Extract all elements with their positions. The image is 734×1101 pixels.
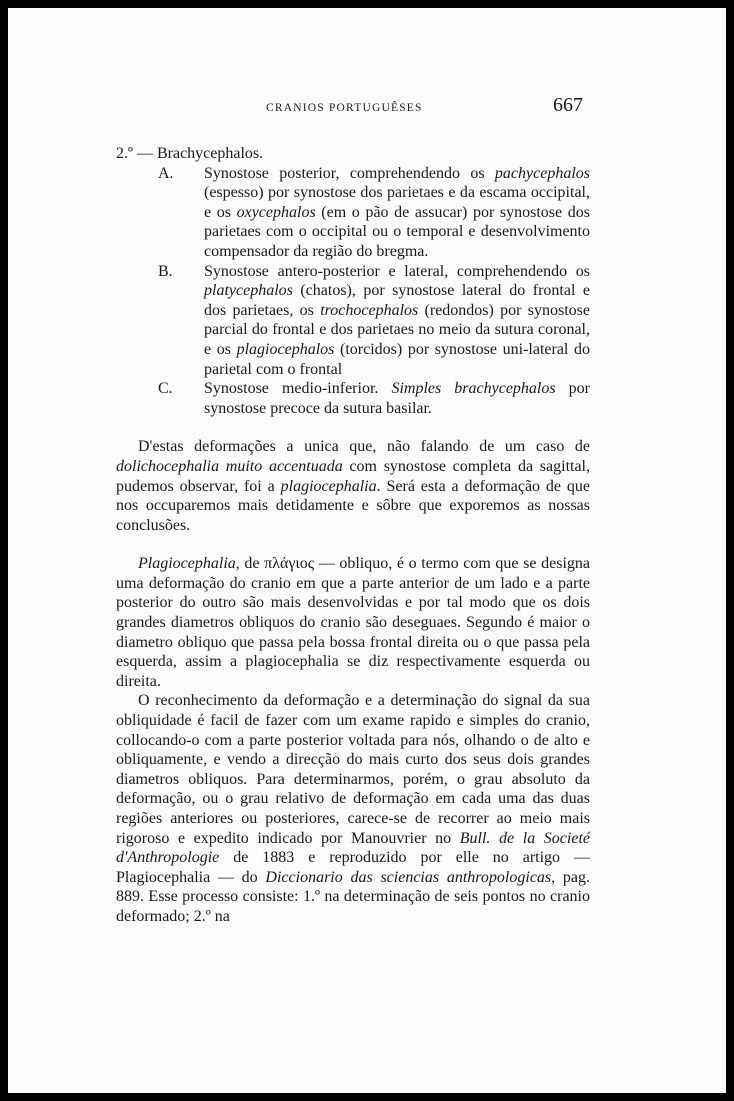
term-trochocephalos: trochocephalos — [320, 301, 419, 319]
paragraph-3: O reconhecimento da deformação e a determinação do signal da sua obliquidade é facil de fazer com um exame rapido e simples do cranio, collocando-o com a parte posterior voltada para nós, olhando o de alto e obliquamente, e vendo a direcção do mais curto dos seus dois grandes diametros obliquos. Para determinarmos, porém, o grau absoluto da deformação, ou o grau relativo de deformação em cada uma das duas regiões anteriores ou posteriores, carece-se de recorrer ao meio mais rigoroso e expedito indicado por Manouvrier no Bull. de la Societé d'Anthropologie de 1883 e reproduzido por elle no artigo — Plagiocephalia — do Diccionario das sciencias anthropologicas, pag. 889. Esse processo consiste: 1.º na determinação de seis pontos no cranio deformado; 2.º na — [116, 692, 591, 925]
spacer — [116, 535, 590, 554]
term-plagiocephalos: plagiocephalos — [236, 340, 335, 358]
running-title: CRANIOS PORTUGUÊSES — [266, 102, 423, 114]
paragraph-1: D'estas deformações a unica que, não falando de um caso de dolichocephalia muito accentuada com synostose completa da sagittal, pudemos observar, foi a plagiocephalia. Será esta a deformação de que nos occuparemos mais detidamente e sôbre que exporemos as nossas conclusões. — [116, 438, 591, 534]
page-number: 667 — [553, 94, 583, 116]
paragraph-2: Plagiocephalia, de πλάγιος — obliquo, é o termo com que se designa uma deformação do cranio em que a parte anterior de um lado e a parte posterior do outro são mais desenvolvidas e por tal modo que os dois grandes diametros obliquos do cranio são deseguaes. Segundo é maior o diametro obliquo que passa pela bossa frontal direita ou o que passa pela esquerda, assim a plagiocephalia se diz respectivamente esquerda ou direita. — [116, 555, 590, 690]
list-marker: C. — [158, 380, 173, 398]
page-body — [116, 144, 590, 927]
term-simples-brachycephalos: Simples brachycephalos — [391, 380, 556, 398]
spacer — [116, 418, 590, 437]
term-platycephalos: platycephalos — [204, 282, 293, 300]
term-oxycephalos: oxycephalos — [236, 203, 316, 221]
term-pachycephalos: pachycephalos — [494, 164, 590, 182]
list-item-a: A. Synostose posterior, comprehendendo os pachycephalos (espesso) por synostose dos parietaes e da escama occipital, e os oxycephalos (em o pão de assucar) por synostose dos parietaes com o occipital ou o temporal e desenvolvimento compensador da região do bregma. — [158, 164, 590, 260]
list-marker: A. — [158, 164, 174, 182]
section-heading: 2.º — Brachycephalos. — [116, 145, 264, 162]
page-header — [8, 94, 726, 120]
book-page — [8, 8, 726, 1093]
list-item-b: B. Synostose antero-posterior e lateral, comprehendendo os platycephalos (chatos), por synostose lateral do frontal e dos parietaes, os trochocephalos (redondos) por synostose parcial do frontal e dos parietaes no meio da sutura coronal, e os plagiocephalos (torcidos) por synostose uni-lateral do parietal com o frontal — [158, 262, 591, 378]
list-marker: B. — [158, 262, 173, 280]
list-item-c: C. Synostose medio-inferior. Simples brachycephalos por synostose precoce da sutura basilar. — [158, 380, 591, 417]
